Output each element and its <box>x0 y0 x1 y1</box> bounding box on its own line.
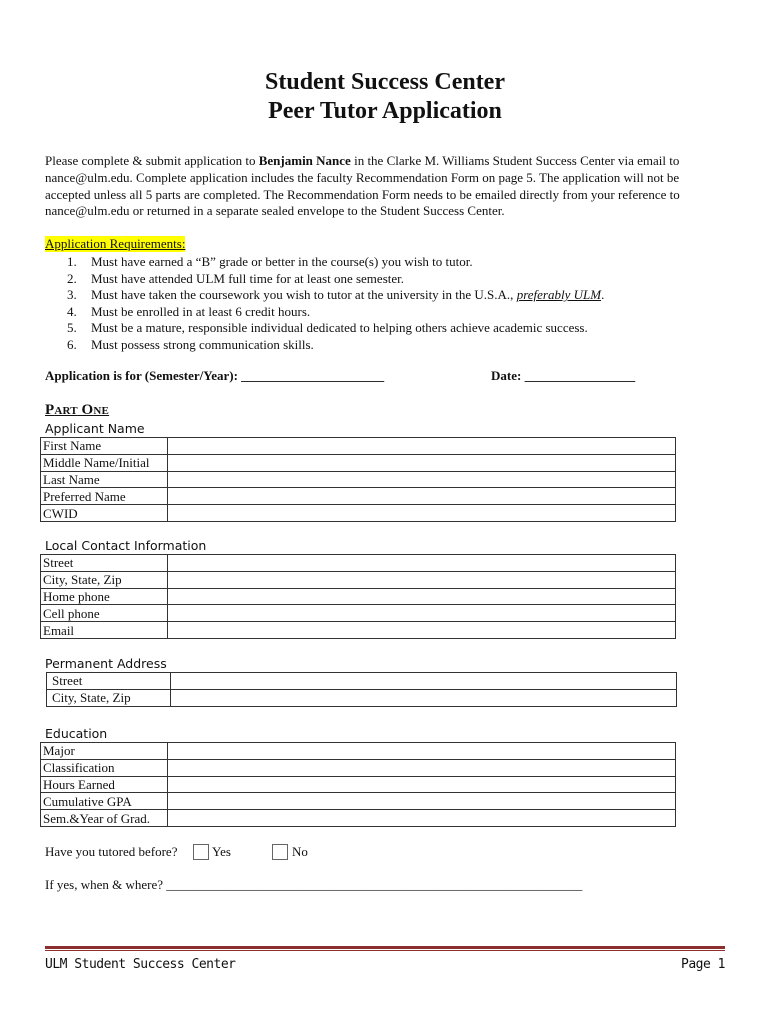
field-label: Email <box>41 622 168 639</box>
table-row <box>41 759 676 776</box>
page-number: Page 1 <box>681 957 725 972</box>
requirement-item <box>45 337 604 354</box>
requirement-text: Must be a mature, responsible individual dedicated to helping others achieve academic success. <box>91 320 588 336</box>
requirement-number: 1. <box>67 254 77 269</box>
field-label: Sem.&Year of Grad. <box>41 810 168 827</box>
major-input[interactable] <box>168 743 676 760</box>
permanent-city-state-zip-input[interactable] <box>171 689 677 706</box>
requirement-number: 6. <box>67 336 77 352</box>
requirement-text: Must have taken the coursework you wish to tutor at the university in the U.S.A., <box>91 287 517 303</box>
requirement-text-end: . <box>601 287 605 303</box>
requirement-emphasis: preferably ULM <box>516 287 602 303</box>
hours-earned-input[interactable] <box>168 776 676 793</box>
home-phone-input[interactable] <box>168 588 676 605</box>
applicant-name-heading: Applicant Name <box>45 421 145 436</box>
local-contact-heading: Local Contact Information <box>45 538 207 553</box>
first-name-input[interactable] <box>168 438 676 455</box>
requirements-list <box>45 254 604 354</box>
field-label: Home phone <box>41 588 168 605</box>
field-label: City, State, Zip <box>41 571 168 588</box>
footer-divider <box>45 946 725 951</box>
requirement-text: Must be enrolled in at least 6 credit hours. <box>91 303 311 319</box>
part-one-heading <box>45 402 109 419</box>
no-checkbox[interactable] <box>272 844 288 860</box>
requirement-number: 2. <box>67 270 77 286</box>
requirement-item <box>45 304 604 321</box>
permanent-address-table <box>46 672 677 707</box>
field-label: Cumulative GPA <box>41 793 168 810</box>
table-row <box>41 571 676 588</box>
intro-text-start: Please complete & submit application to <box>45 153 259 168</box>
table-row <box>41 793 676 810</box>
education-heading: Education <box>45 726 108 741</box>
yes-label: Yes <box>212 844 231 859</box>
part-one-letter: P <box>45 402 55 418</box>
part-one-smallcaps: NE <box>93 405 110 417</box>
cwid-input[interactable] <box>168 505 676 522</box>
preferred-name-input[interactable] <box>168 488 676 505</box>
tutored-when-where-field[interactable]: If yes, when & where? ________________________________________________________________ <box>45 877 583 892</box>
field-label: First Name <box>41 438 168 455</box>
requirement-item <box>45 254 604 271</box>
requirements-heading: Application Requirements: <box>45 236 186 251</box>
middle-name-input[interactable] <box>168 454 676 471</box>
table-row <box>41 555 676 572</box>
local-city-state-zip-input[interactable] <box>168 571 676 588</box>
table-row <box>47 689 677 706</box>
table-row <box>41 810 676 827</box>
field-label: CWID <box>41 505 168 522</box>
requirement-number: 3. <box>67 287 77 303</box>
requirement-item <box>45 287 604 304</box>
field-label: Cell phone <box>41 605 168 622</box>
classification-input[interactable] <box>168 759 676 776</box>
table-row <box>41 488 676 505</box>
table-row <box>41 438 676 455</box>
requirement-text: Must have earned a “B” grade or better in the course(s) you wish to tutor. <box>91 254 473 269</box>
table-row <box>41 454 676 471</box>
yes-checkbox[interactable] <box>193 844 209 860</box>
gpa-input[interactable] <box>168 793 676 810</box>
table-row <box>41 588 676 605</box>
footer-org-name: ULM Student Success Center <box>45 957 236 972</box>
permanent-street-input[interactable] <box>171 673 677 690</box>
part-one-letter: O <box>81 402 94 418</box>
part-one-smallcaps: ART <box>54 405 78 417</box>
semester-year-field[interactable]: Application is for (Semester/Year): ______________________ <box>45 368 385 383</box>
local-street-input[interactable] <box>168 555 676 572</box>
table-row <box>41 605 676 622</box>
no-label: No <box>292 844 308 859</box>
permanent-address-heading: Permanent Address <box>45 656 167 671</box>
email-input[interactable] <box>168 622 676 639</box>
table-row <box>41 776 676 793</box>
cell-phone-input[interactable] <box>168 605 676 622</box>
tutored-question: Have you tutored before? <box>45 844 178 859</box>
table-row <box>41 622 676 639</box>
table-row <box>41 743 676 760</box>
graduation-input[interactable] <box>168 810 676 827</box>
requirement-item <box>45 320 604 337</box>
field-label: Last Name <box>41 471 168 488</box>
contact-name: Benjamin Nance <box>258 153 351 168</box>
requirement-text: Must possess strong communication skills. <box>91 336 314 352</box>
table-row <box>41 471 676 488</box>
intro-text-rest: in the Clarke M. Williams Student Success Center via email to nance@ulm.edu. Complete application includes the faculty Recommendation Form on page 5. The application will not be accepted unless all 5 parts are completed. The Recommendation Form needs to be emailed directly from your reference to nance@ulm.edu or returned in a separate sealed envelope to the Student Success Center. <box>45 153 680 219</box>
intro-paragraph <box>45 153 725 220</box>
field-label: Hours Earned <box>41 776 168 793</box>
field-label: Preferred Name <box>41 488 168 505</box>
field-label: City, State, Zip <box>47 689 171 706</box>
page-subtitle: Peer Tutor Application <box>268 98 502 124</box>
last-name-input[interactable] <box>168 471 676 488</box>
table-row <box>47 673 677 690</box>
local-contact-table <box>40 554 676 639</box>
applicant-name-table <box>40 437 676 522</box>
field-label: Middle Name/Initial <box>41 454 168 471</box>
field-label: Major <box>41 743 168 760</box>
page-title: Student Success Center <box>265 69 505 95</box>
field-label: Street <box>41 555 168 572</box>
requirement-number: 4. <box>67 303 77 319</box>
requirement-item <box>45 271 604 288</box>
field-label: Classification <box>41 759 168 776</box>
education-table <box>40 742 676 827</box>
table-row <box>41 505 676 522</box>
requirement-text: Must have attended ULM full time for at least one semester. <box>91 270 404 286</box>
date-field[interactable]: Date: _________________ <box>491 368 636 383</box>
field-label: Street <box>47 673 171 690</box>
requirement-number: 5. <box>67 320 77 336</box>
